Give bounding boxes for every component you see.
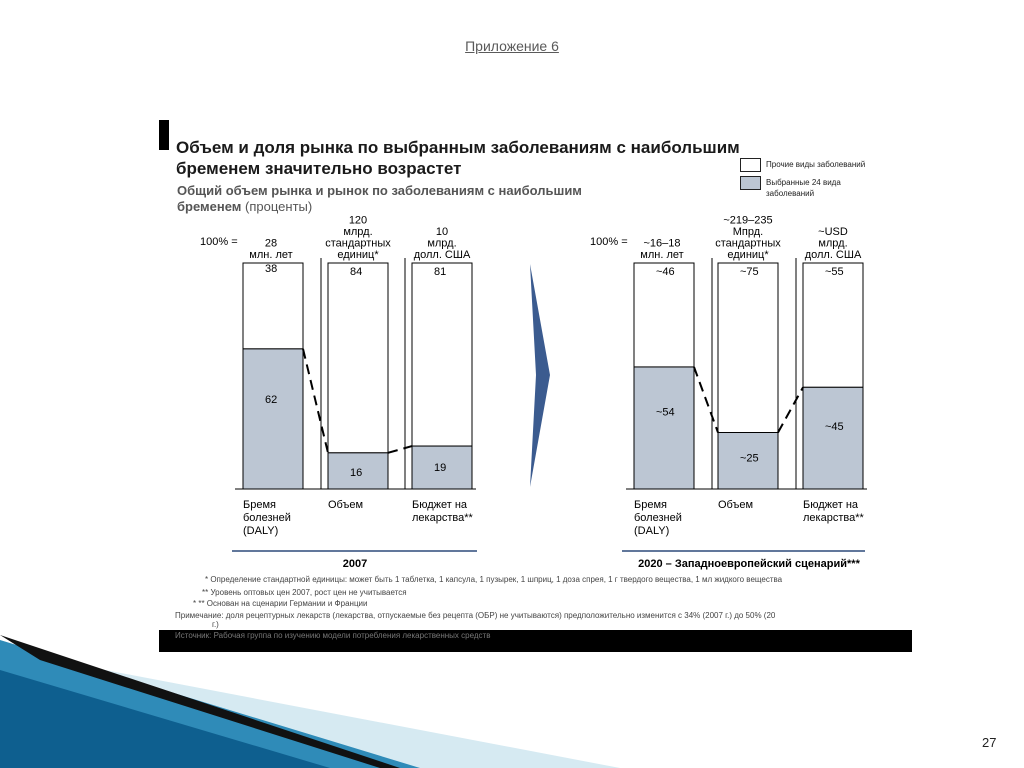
footnote-note-cont: г.) [212,620,219,629]
bar-label-selected: 19 [434,461,447,474]
category-label: болезней [634,512,682,524]
category-label: (DALY) [243,525,279,537]
connector-line [778,387,803,432]
bar-label-other: 81 [434,266,447,278]
total-label: млн. лет [640,249,684,261]
total-label: ~16–18 [643,237,681,250]
bar-segment-selected [243,349,303,489]
total-prefix: 100% = [200,236,238,248]
footnote-note: Примечание: доля рецептурных лекарств (лекарства, отпускаемые без рецепта (ОБР) не учитываются) предположительно изменится с 34% (2007 г.) до 50% (20 [175,611,776,620]
bar-segment-other [718,263,778,433]
total-label: млрд. [427,237,457,250]
total-prefix: 100% = [590,236,628,248]
source-text: Источник: Рабочая группа по изучению модели потребления лекарственных средств [175,631,491,640]
footnote-1: * Определение стандартной единицы: может быть 1 таблетка, 1 капсула, 1 пузырек, 1 шприц, 1 доза спрея, 1 г твердого вещества, 1 мл жидкого вещества [205,575,783,584]
bar-label-selected: ~54 [656,406,675,419]
bar-segment-other [634,263,694,367]
category-label: Объем [718,499,754,511]
category-label: лекарства** [412,512,473,524]
total-label: стандартных [325,237,391,250]
total-label: единиц* [727,249,769,261]
total-label: ~219–235 [723,214,773,227]
legend-label-selected: Выбранные 24 вида заболеваний [766,178,841,198]
category-label: Бремя [243,499,276,511]
bar-label-selected: ~25 [740,452,759,465]
total-label: долл. США [413,249,471,261]
category-label: (DALY) [634,525,670,537]
category-label: лекарства** [803,512,864,524]
transition-arrow [530,264,550,487]
bar-label-other: ~75 [740,266,759,278]
footnote-2: ** Уровень оптовых цен 2007, рост цен не учитывается [202,588,407,597]
total-label: единиц* [337,249,379,261]
bar-segment-other [412,263,472,446]
bar-label-other: ~55 [825,266,844,278]
bar-label-selected: 16 [350,466,363,479]
total-label: 28 [264,237,278,250]
page-number: 27 [982,735,997,750]
total-label: Мпрд. [732,226,764,238]
category-label: Бремя [634,499,667,511]
bar-segment-other [328,263,388,453]
bar-label-other: 38 [265,262,278,275]
chart-subtitle: Общий объем рынка и рынок по заболеваниям с наибольшим бременем (проценты) [177,183,582,214]
bar-label-selected: 62 [265,393,278,406]
total-label: долл. США [804,249,862,261]
total-label: млн. лет [249,249,293,261]
legend-label-other: Прочие виды заболеваний [766,160,866,169]
section-label: 2020 – Западноевропейский сценарий*** [638,558,860,570]
total-label: стандартных [715,237,781,250]
category-label: болезней [243,512,291,524]
bar-label-selected: ~45 [825,420,844,433]
bar-segment-other [243,263,303,349]
chart-title: Объем и доля рынка по выбранным заболеваниям с наибольшим бременем значительно возрастет [176,138,740,178]
total-label: ~USD [818,226,848,238]
total-label: 120 [348,214,368,227]
section-label: 2007 [342,558,368,570]
category-label: Бюджет на [412,499,468,511]
bar-segment-selected [803,387,863,489]
connector-line [388,446,412,453]
category-label: Объем [328,499,364,511]
category-label: Бюджет на [803,499,859,511]
bar-label-other: ~46 [656,266,675,278]
total-label: млрд. [818,237,848,250]
page-header: Приложение 6 [465,38,559,54]
connector-line [303,349,328,453]
bar-label-other: 84 [350,266,363,278]
bar-segment-other [803,263,863,387]
footnote-3: * ** Основан на сценарии Германии и Франции [193,599,368,608]
total-label: 10 [435,226,449,238]
bar-segment-selected [634,367,694,489]
connector-line [694,367,718,433]
total-label: млрд. [343,226,373,238]
